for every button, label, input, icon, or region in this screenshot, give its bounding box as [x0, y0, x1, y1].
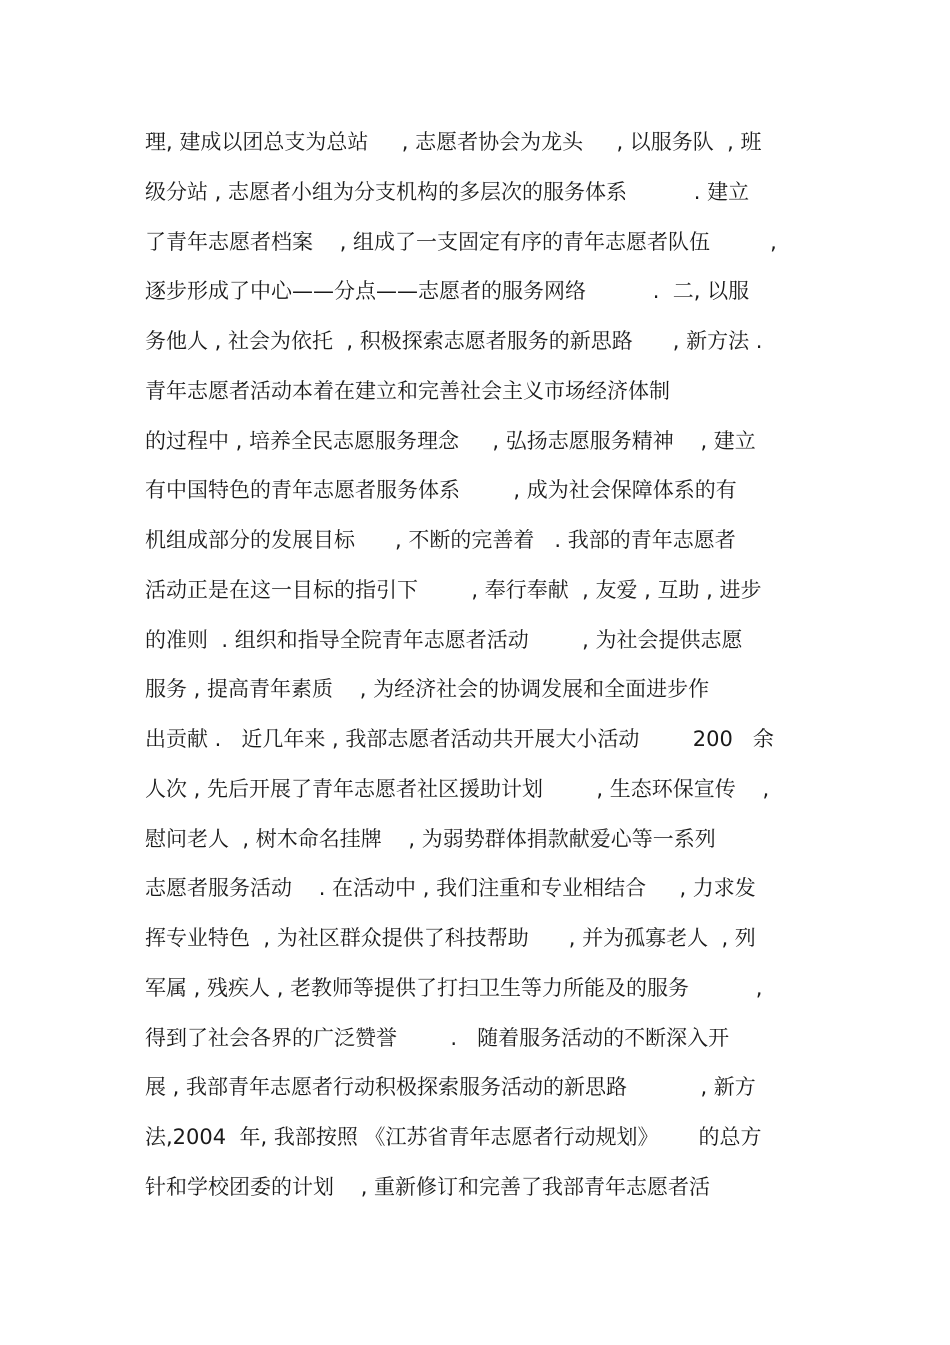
text-line: 有中国特色的青年志愿者服务体系 , 成为社会保障体系的有 — [145, 478, 737, 503]
body-text — [145, 118, 825, 1213]
text-line: 针和学校团委的计划 , 重新修订和完善了我部青年志愿者活 — [145, 1174, 711, 1199]
text-line: 逐步形成了中心——分点——志愿者的服务网络 . 二, 以服 — [145, 279, 750, 304]
text-line: 展 , 我部青年志愿者行动积极探索服务活动的新思路 , 新方 — [145, 1075, 756, 1100]
text-line: 级分站 , 志愿者小组为分支机构的多层次的服务体系 . 建立 — [145, 179, 750, 204]
text-line: 慰问老人 , 树木命名挂牌 , 为弱势群体捐款献爱心等一系列 — [145, 826, 716, 851]
text-line: 服务 , 提高青年素质 , 为经济社会的协调发展和全面进步作 — [145, 677, 710, 702]
text-line: 了青年志愿者档案 , 组成了一支固定有序的青年志愿者队伍 , — [145, 229, 777, 254]
text-line: 得到了社会各界的广泛赞誉 . 随着服务活动的不断深入开 — [145, 1025, 730, 1050]
text-line: 的准则 . 组织和指导全院青年志愿者活动 , 为社会提供志愿 — [145, 627, 743, 652]
text-line: 法,2004 年, 我部按照 《江苏省青年志愿者行动规划》 的总方 — [145, 1125, 762, 1149]
text-line: 志愿者服务活动 . 在活动中 , 我们注重和专业相结合 , 力求发 — [145, 876, 756, 901]
text-line: 军属 , 残疾人 , 老教师等提供了打扫卫生等力所能及的服务 , — [145, 975, 763, 1000]
text-line: 出贡献 . 近几年来 , 我部志愿者活动共开展大小活动 200 余 — [145, 727, 774, 751]
text-line: 理, 建成以团总支为总站 , 志愿者协会为龙头 , 以服务队 , 班 — [145, 130, 762, 154]
text-line: 机组成部分的发展目标 , 不断的完善着 . 我部的青年志愿者 — [145, 528, 736, 552]
text-line: 的过程中 , 培养全民志愿服务理念 , 弘扬志愿服务精神 , 建立 — [145, 428, 756, 453]
text-line: 挥专业特色 , 为社区群众提供了科技帮助 , 并为孤寡老人 , 列 — [145, 926, 756, 950]
text-line: 人次 , 先后开展了青年志愿者社区援助计划 , 生态环保宣传 , — [145, 776, 770, 801]
text-line: 务他人 , 社会为依托 , 积极探索志愿者服务的新思路 , 新方法 . — [145, 329, 763, 353]
text-line: 活动正是在这一目标的指引下 , 奉行奉献 , 友爱 , 互助 , 进步 — [145, 577, 762, 602]
text-line: 青年志愿者活动本着在建立和完善社会主义市场经济体制 — [145, 378, 670, 403]
